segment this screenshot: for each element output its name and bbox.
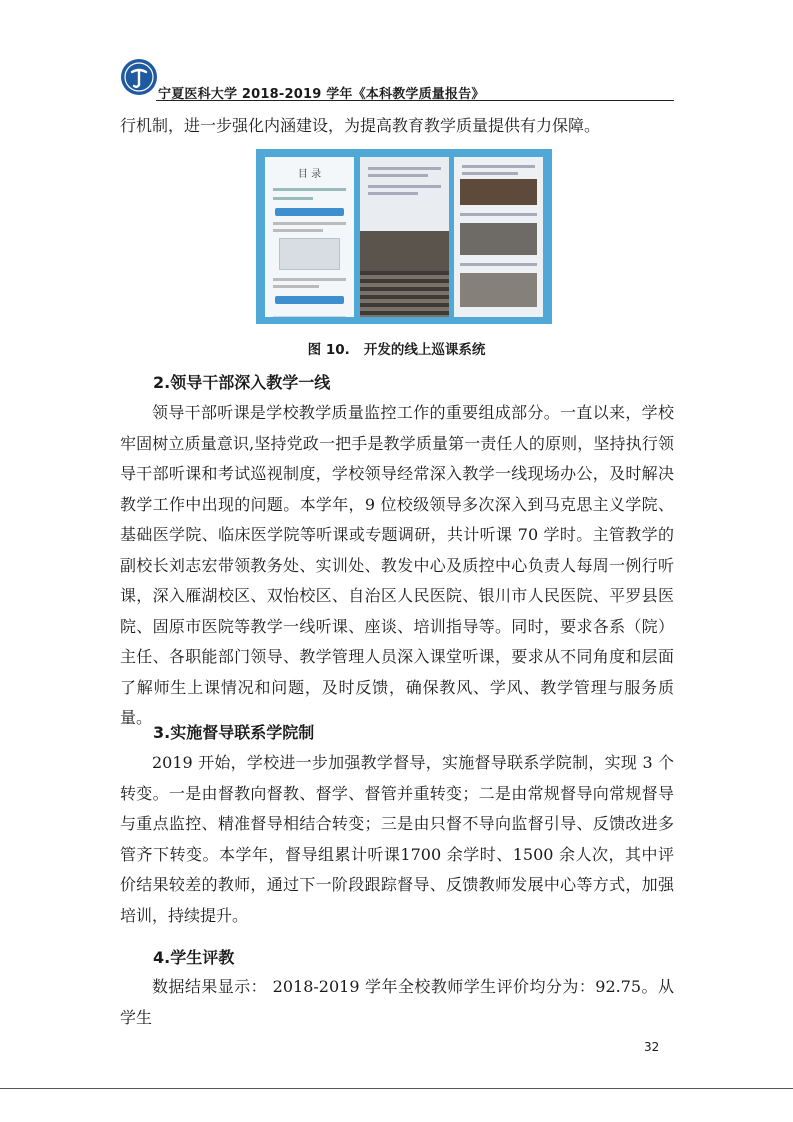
header-title: 宁夏医科大学 2018-2019 学年《本科教学质量报告》 <box>158 87 485 102</box>
page-header <box>120 58 674 104</box>
figure-panel-video <box>454 157 543 317</box>
university-logo-icon <box>120 58 158 96</box>
figure-caption: 图 10. 开发的线上巡课系统 <box>307 342 486 358</box>
figure-panel-menu <box>265 157 354 317</box>
figure-panel-classroom <box>360 157 449 317</box>
section-2-paragraph: 领导干部听课是学校教学质量监控工作的重要组成部分。一直以来，学校牢固树立质量意识,坚持党政一把手是教学质量第一责任人的原则，坚持执行领导干部听课和考试巡视制度，学校领导经常深入教学一线现场办公，及时解决教学工作中出现的问题。本学年，9 位校级领导多次深入到马克思主义学院、基础医学院、临床医学院等听课或专题调研，共计听课 70 学时。主管教学的副校长刘志宏带领教务处、实训处、教发中心及质控中心负责人每周一例行听课，深入雁湖校区、双怡校区、自治区人民医院、银川市人民医院、平罗县医院、固原市医院等教学一线听课、座谈、培训指导等。同时，要求各系（院）主任、各职能部门领导、教学管理人员深入课堂听课，要求从不同角度和层面了解师生上课情况和问题，及时反馈，确保教风、学风、教学管理与服务质量。 <box>120 403 674 727</box>
figure-panel-title: 目 录 <box>297 169 322 180</box>
footer-rule <box>0 1088 793 1089</box>
section-4-paragraph: 数据结果显示： 2018-2019 学年全校教师学生评价均分为：92.75。从学生 <box>120 977 674 1027</box>
section-heading-4: 4.学生评教 <box>153 948 235 967</box>
section-heading-2: 2.领导干部深入教学一线 <box>153 373 331 392</box>
header-rule <box>156 100 674 101</box>
figure-online-inspection <box>256 149 552 324</box>
section-3-paragraph: 2019 开始，学校进一步加强教学督导，实施督导联系学院制，实现 3 个转变。一是由督教向督教、督学、督管并重转变；二是由常规督导向常规督导与重点监控、精准督导相结合转变；三是由只督不导向监督引导、反馈改进多管齐下转变。本学年，督导组累计听课1700 余学时、1500 余人次，其中评价结果较差的教师，通过下一阶段跟踪督导、反馈教师发展中心等方式，加强培训，持续提升。 <box>120 753 674 925</box>
intro-paragraph: 行机制，进一步强化内涵建设，为提高教育教学质量提供有力保障。 <box>120 116 601 135</box>
section-heading-3: 3.实施督导联系学院制 <box>153 723 315 742</box>
page-number: 32 <box>644 1040 660 1054</box>
